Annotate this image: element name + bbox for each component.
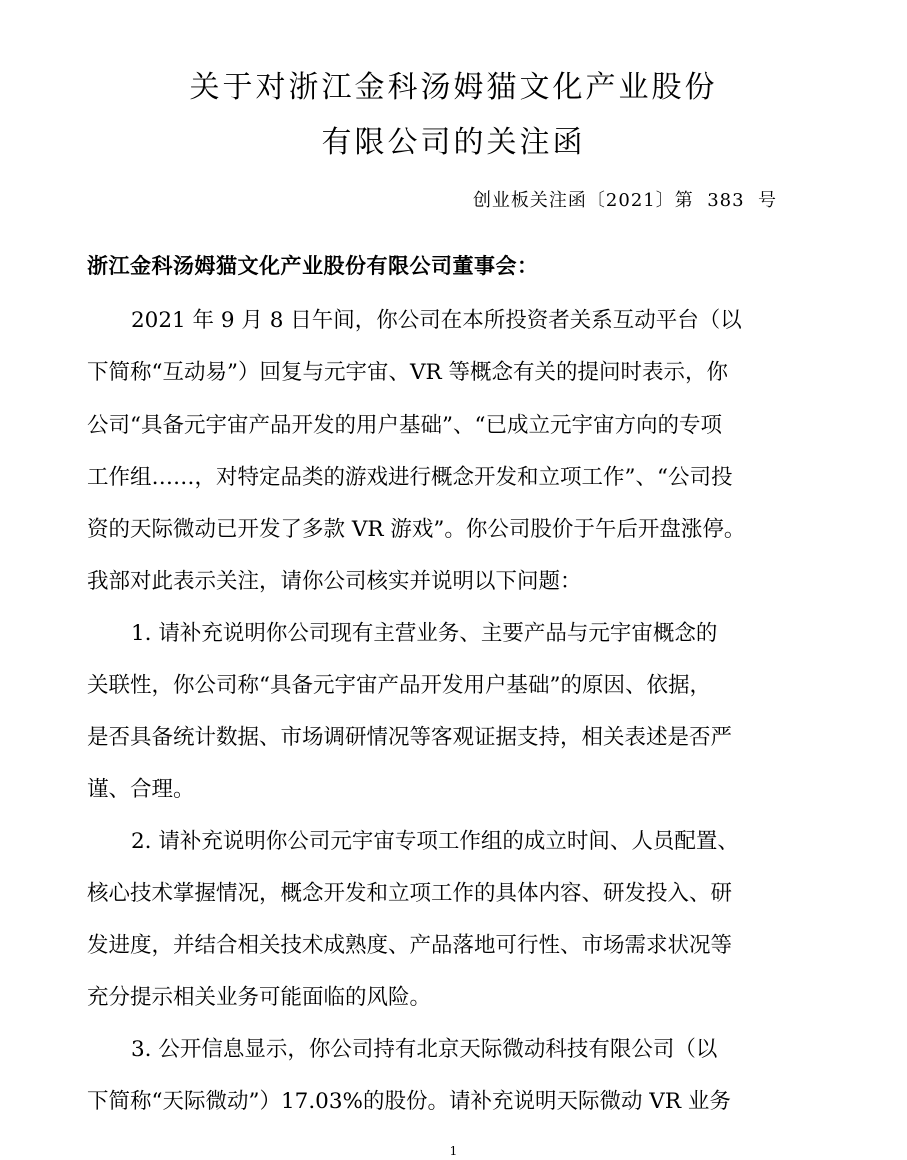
document-number: 创业板关注函〔2021〕第 383 号 (472, 190, 777, 211)
question-1-line: 1. 请补充说明你公司现有主营业务、主要产品与元宇宙概念的 (131, 621, 718, 646)
document-title-line1: 关于对浙江金科汤姆猫文化产业股份 (189, 70, 718, 105)
question-2-line: 发进度，并结合相关技术成熟度、产品落地可行性、市场需求状况等 (87, 933, 733, 958)
question-2-line: 充分提示相关业务可能面临的风险。 (87, 985, 432, 1010)
body-line: 我部对此表示关注，请你公司核实并说明以下问题： (87, 569, 582, 594)
question-1-line: 谨、合理。 (87, 777, 195, 802)
body-line: 下简称“互动易”）回复与元宇宙、VR 等概念有关的提问时表示，你 (87, 360, 729, 385)
body-line: 2021 年 9 月 8 日午间，你公司在本所投资者关系互动平台（以 (131, 308, 742, 333)
page-number: 1 (449, 1144, 458, 1158)
body-line: 资的天际微动已开发了多款 VR 游戏”。你公司股价于午后开盘涨停。 (87, 517, 746, 542)
question-3-line: 下简称“天际微动”）17.03%的股份。请补充说明天际微动 VR 业务 (87, 1089, 731, 1114)
document-title-line2: 有限公司的关注函 (321, 125, 586, 160)
question-2-line: 核心技术掌握情况，概念开发和立项工作的具体内容、研发投入、研 (87, 881, 733, 906)
question-1-line: 关联性，你公司称“具备元宇宙产品开发用户基础”的原因、依据， (87, 673, 711, 698)
addressee: 浙江金科汤姆猫文化产业股份有限公司董事会： (87, 254, 539, 278)
body-line: 工作组……，对特定品类的游戏进行概念开发和立项工作”、“公司投 (87, 465, 733, 490)
question-1-line: 是否具备统计数据、市场调研情况等客观证据支持，相关表述是否严 (87, 725, 733, 750)
question-3-line: 3. 公开信息显示，你公司持有北京天际微动科技有限公司（以 (131, 1037, 718, 1062)
question-2-line: 2. 请补充说明你公司元宇宙专项工作组的成立时间、人员配置、 (131, 829, 739, 854)
body-line: 公司“具备元宇宙产品开发的用户基础”、“已成立元宇宙方向的专项 (87, 413, 722, 438)
